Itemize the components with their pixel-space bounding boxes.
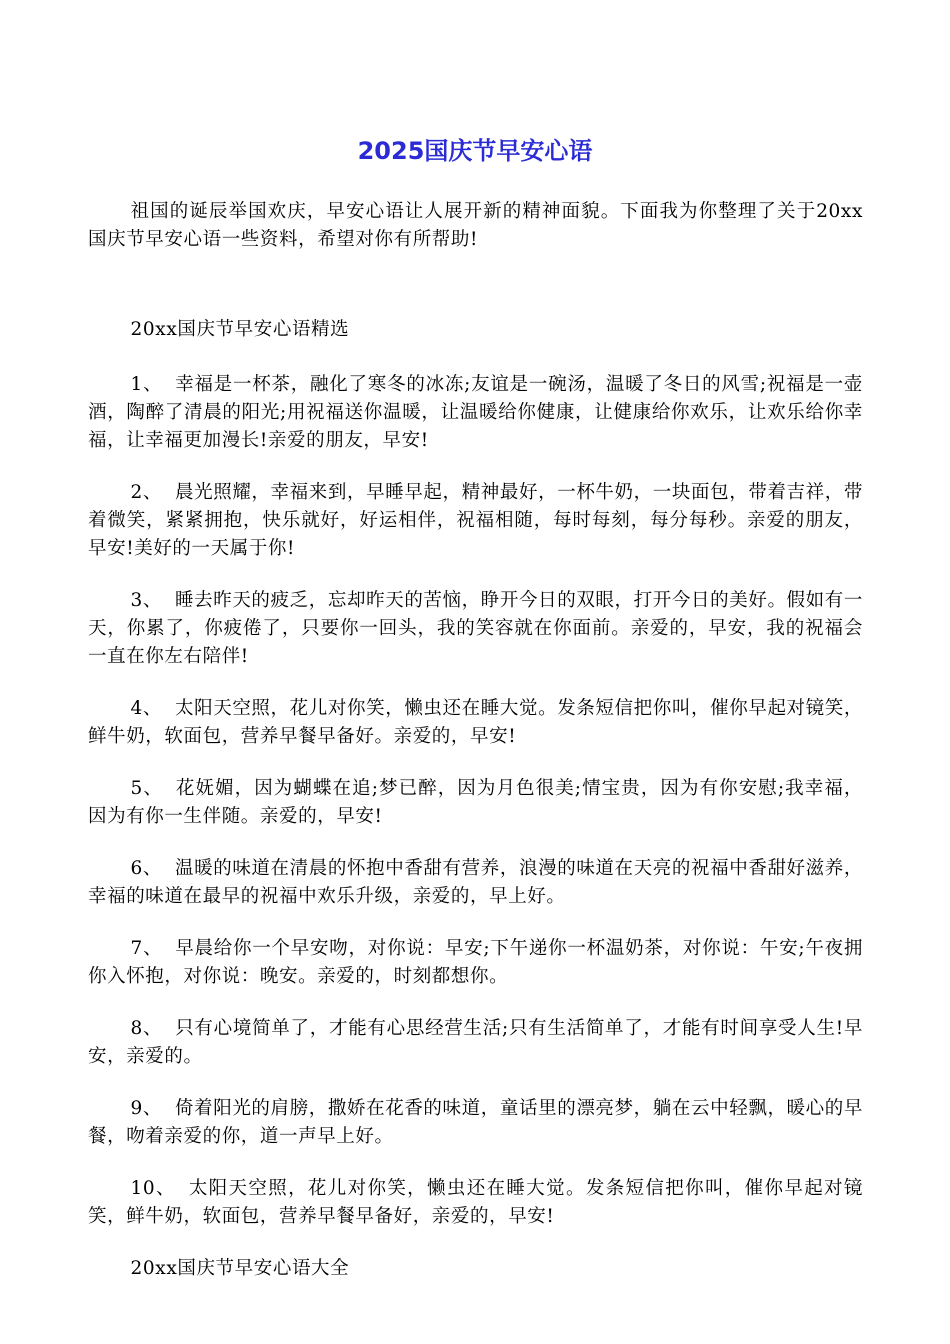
list-item [88, 935, 863, 991]
item-number: 5、 [130, 778, 163, 799]
item-text: 太阳天空照，花儿对你笑，懒虫还在睡大觉。发条短信把你叫，催你早起对镜笑，鲜牛奶，软面包，营养早餐早备好，亲爱的，早安! [88, 1178, 863, 1227]
item-text: 倚着阳光的肩膀，撒娇在花香的味道，童话里的漂亮梦，躺在云中轻飘，暖心的早餐，吻着亲爱的你，道一声早上好。 [88, 1098, 863, 1147]
section-heading-collection: 20xx国庆节早安心语大全 [130, 1258, 350, 1279]
item-number: 10、 [130, 1178, 176, 1199]
item-number: 4、 [130, 698, 163, 719]
item-list [88, 371, 863, 1231]
item-number: 6、 [130, 858, 163, 879]
item-text: 花妩媚，因为蝴蝶在追;梦已醉，因为月色很美;情宝贵，因为有你安慰;我幸福，因为有你一生伴随。亲爱的，早安! [88, 778, 863, 827]
list-item [88, 855, 863, 911]
list-item [88, 1095, 863, 1151]
list-item [88, 371, 863, 455]
page-title: 2025国庆节早安心语 [357, 137, 593, 165]
item-text: 只有心境简单了，才能有心思经营生活;只有生活简单了，才能有时间享受人生!早安，亲爱的。 [88, 1018, 863, 1067]
list-item [88, 695, 863, 751]
list-item [88, 479, 863, 563]
intro-paragraph: 祖国的诞辰举国欢庆，早安心语让人展开新的精神面貌。下面我为你整理了关于20xx国庆节早安心语一些资料，希望对你有所帮助! [88, 201, 863, 250]
item-number: 1、 [130, 374, 163, 395]
list-item [88, 1015, 863, 1071]
item-text: 温暖的味道在清晨的怀抱中香甜有营养，浪漫的味道在天亮的祝福中香甜好滋养，幸福的味道在最早的祝福中欢乐升级，亲爱的，早上好。 [88, 858, 863, 907]
item-number: 8、 [130, 1018, 163, 1039]
item-text: 睡去昨天的疲乏，忘却昨天的苦恼，睁开今日的双眼，打开今日的美好。假如有一天，你累了，你疲倦了，只要你一回头，我的笑容就在你面前。亲爱的，早安，我的祝福会一直在你左右陪伴! [88, 590, 863, 667]
list-item [88, 1175, 863, 1231]
item-number: 9、 [130, 1098, 163, 1119]
item-text: 太阳天空照，花儿对你笑，懒虫还在睡大觉。发条短信把你叫，催你早起对镜笑，鲜牛奶，软面包，营养早餐早备好。亲爱的，早安! [88, 698, 863, 747]
item-number: 3、 [130, 590, 163, 611]
section-heading-selected: 20xx国庆节早安心语精选 [130, 319, 350, 340]
item-text: 早晨给你一个早安吻，对你说：早安;下午递你一杯温奶茶，对你说：午安;午夜拥你入怀抱，对你说：晚安。亲爱的，时刻都想你。 [88, 938, 863, 987]
item-text: 晨光照耀，幸福来到，早睡早起，精神最好，一杯牛奶，一块面包，带着吉祥，带着微笑，紧紧拥抱，快乐就好，好运相伴，祝福相随，每时每刻，每分每秒。亲爱的朋友，早安!美好的一天属于你! [88, 482, 863, 559]
item-number: 7、 [130, 938, 163, 959]
list-item [88, 775, 863, 831]
document-body [88, 198, 863, 1310]
list-item [88, 587, 863, 671]
item-text: 幸福是一杯茶，融化了寒冬的冰冻;友谊是一碗汤，温暖了冬日的风雪;祝福是一壶酒，陶醉了清晨的阳光;用祝福送你温暖，让温暖给你健康，让健康给你欢乐，让欢乐给你幸福，让幸福更加漫长!亲爱的朋友，早安! [88, 374, 863, 451]
item-number: 2、 [130, 482, 163, 503]
